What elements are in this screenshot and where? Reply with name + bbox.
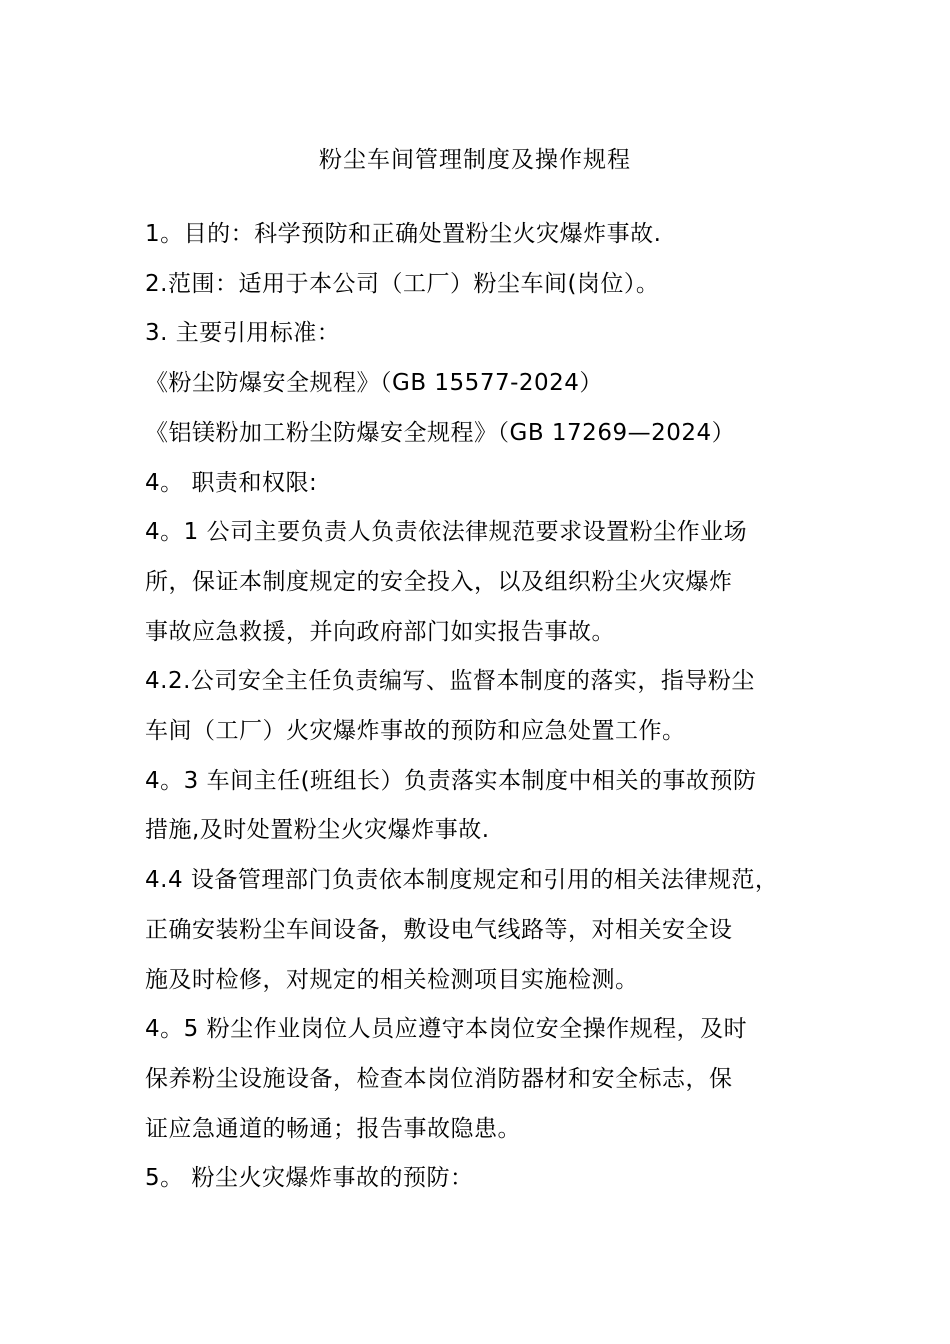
- text-line-12: 4。3 车间主任(班组长）负责落实本制度中相关的事故预防: [145, 767, 757, 794]
- text-line-6: 4。 职责和权限:: [145, 469, 318, 496]
- text-line-16: 施及时检修，对规定的相关检测项目实施检测。: [145, 966, 639, 993]
- text-line-13: 措施,及时处置粉尘火灾爆炸事故.: [145, 817, 490, 844]
- text-line-3: 3. 主要引用标准：: [145, 320, 341, 347]
- text-line-2: 2.范围：适用于本公司（工厂）粉尘车间(岗位）。: [145, 270, 660, 297]
- text-line-1: 1。目的：科学预防和正确处置粉尘火灾爆炸事故.: [145, 221, 662, 247]
- text-line-18: 保养粉尘设施设备，检查本岗位消防器材和安全标志，保: [145, 1065, 733, 1092]
- text-line-17: 4。5 粉尘作业岗位人员应遵守本岗位安全操作规程，及时: [145, 1016, 748, 1043]
- text-line-11: 车间（工厂）火灾爆炸事故的预防和应急处置工作。: [145, 718, 686, 745]
- text-line-20: 5。 粉尘火灾爆炸事故的预防：: [145, 1165, 474, 1192]
- text-line-14: 4.4 设备管理部门负责依本制度规定和引用的相关法律规范，: [145, 867, 779, 894]
- text-line-9: 事故应急救援，并向政府部门如实报告事故。: [145, 618, 615, 645]
- text-line-8: 所，保证本制度规定的安全投入，以及组织粉尘火灾爆炸: [145, 568, 733, 595]
- document-title: 粉尘车间管理制度及操作规程: [319, 147, 631, 173]
- text-line-19: 证应急通道的畅通；报告事故隐患。: [145, 1115, 521, 1142]
- document-body: [145, 210, 835, 1204]
- text-line-7: 4。1 公司主要负责人负责依法律规范要求设置粉尘作业场: [145, 519, 748, 546]
- text-line-15: 正确安装粉尘车间设备，敷设电气线路等，对相关安全设: [145, 916, 733, 943]
- text-line-5: 《铝镁粉加工粉尘防爆安全规程》（GB 17269—2024）: [145, 419, 736, 446]
- text-line-4: 《粉尘防爆安全规程》（GB 15577-2024）: [145, 370, 603, 397]
- text-line-10: 4.2.公司安全主任负责编写、监督本制度的落实，指导粉尘: [145, 668, 755, 695]
